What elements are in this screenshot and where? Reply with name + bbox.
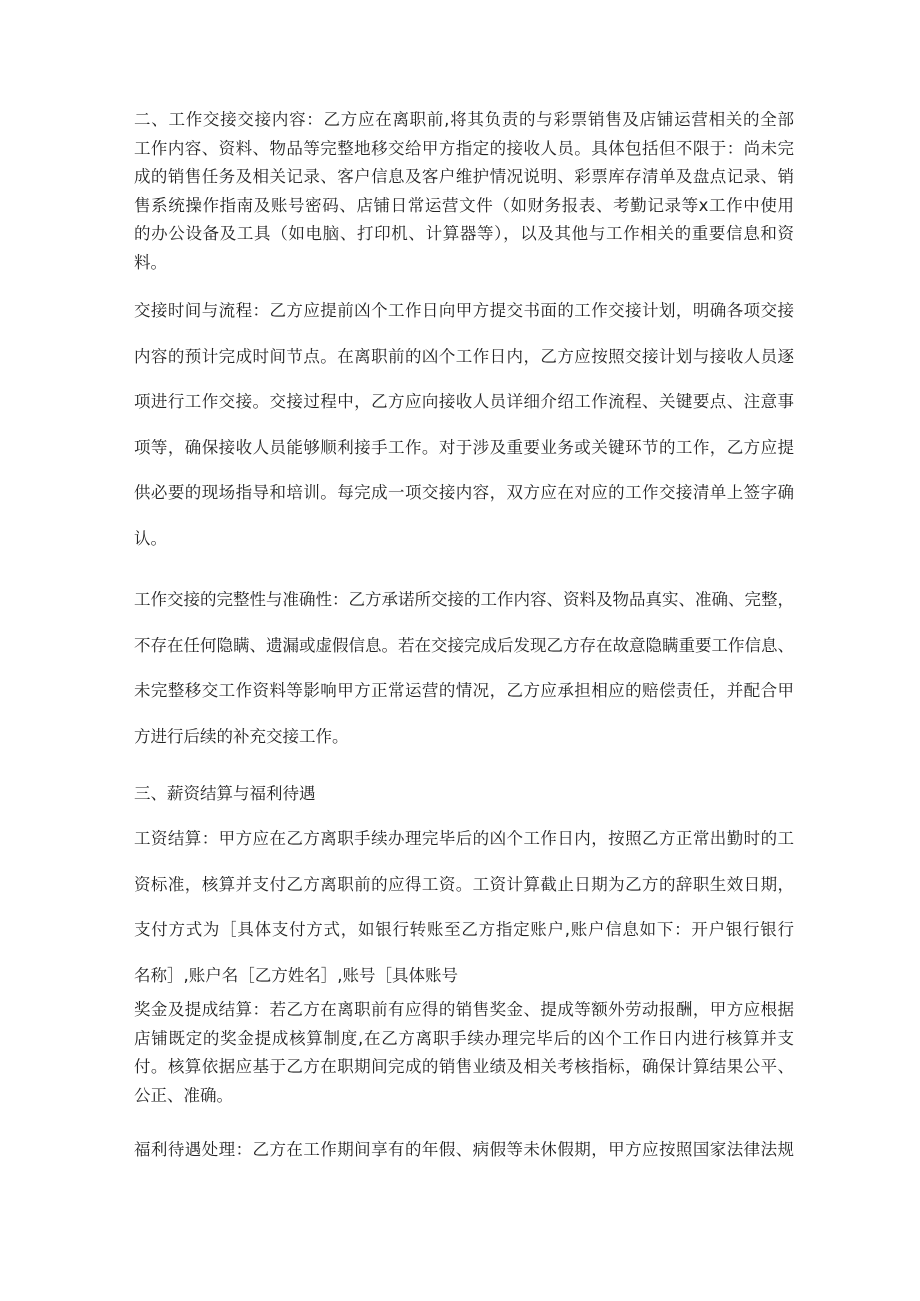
text-line: 支付方式为［具体支付方式，如银行转账至乙方指定账户,账户信息如下：开户银行银行 <box>134 920 794 939</box>
paragraph-handover-integrity <box>134 586 794 768</box>
text-line: 供必要的现场指导和培训。每完成一项交接内容，双方应在对应的工作交接清单上签字确 <box>134 483 794 502</box>
text-line: 店铺既定的奖金提成核算制度,在乙方离职手续办理完毕后的凶个工作日内进行核算并支 <box>134 1028 794 1048</box>
text-line: 的办公设备及工具（如电脑、打印机、计算器等），以及其他与工作相关的重要信息和资 <box>134 224 794 244</box>
paragraph-benefits-handling <box>134 1136 794 1165</box>
text-line: 内容的预计完成时间节点。在离职前的凶个工作日内，乙方应按照交接计划与接收人员逐 <box>134 346 794 366</box>
text-line: 售系统操作指南及账号密码、店铺日常运营文件（如财务报表、考勤记录等x工作中使用 <box>134 195 794 215</box>
paragraph-salary-settlement <box>134 825 794 1007</box>
text-line: 工作内容、资料、物品等完整地移交给甲方指定的接收人员。具体包括但不限于：尚未完 <box>134 138 794 158</box>
paragraph-handover-time-process <box>134 297 794 570</box>
text-line: 福利待遇处理：乙方在工作期间享有的年假、病假等未休假期，甲方应按照国家法律法规 <box>134 1140 794 1159</box>
text-line: 付。核算依据应基于乙方在职期间完成的销售业绩及相关考核指标，确保计算结果公平、 <box>134 1057 794 1077</box>
paragraph-bonus-settlement <box>134 996 794 1110</box>
text-line: 交接时间与流程：乙方应提前凶个工作日向甲方提交书面的工作交接计划，明确各项交接 <box>134 301 794 320</box>
text-line: 成的销售任务及相关记录、客户信息及客户维护情况说明、彩票库存清单及盘点记录、销 <box>134 167 794 187</box>
text-line: 工资结算：甲方应在乙方离职手续办理完毕后的凶个工作日内，按照乙方正常出勤时的工 <box>134 829 794 848</box>
section-heading-salary-benefits <box>134 780 794 809</box>
text-line: 项等，确保接收人员能够顺利接手工作。对于涉及重要业务或关键环节的工作，乙方应提 <box>134 437 794 457</box>
text-line: 未完整移交工作资料等影响甲方正常运营的情况，乙方应承担相应的赔偿责任，并配合甲 <box>134 681 794 700</box>
text-line: 奖金及提成结算：若乙方在离职前有应得的销售奖金、提成等额外劳动报酬，甲方应根据 <box>134 1000 794 1019</box>
text-line: 资标准，核算并支付乙方离职前的应得工资。工资计算截止日期为乙方的辞职生效日期， <box>134 874 794 894</box>
paragraph-handover-content <box>134 106 794 278</box>
text-line: 不存在任何隐瞒、遗漏或虚假信息。若在交接完成后发现乙方存在故意隐瞒重要工作信息、 <box>134 635 794 655</box>
text-line: 方进行后续的补充交接工作。 <box>134 726 349 746</box>
text-line: 二、工作交接交接内容：乙方应在离职前,将其负责的与彩票销售及店铺运营相关的全部 <box>134 110 794 129</box>
text-line: 料。 <box>134 252 167 272</box>
text-line: 认。 <box>134 528 167 548</box>
text-line: 项进行工作交接。交接过程中，乙方应向接收人员详细介绍工作流程、关键要点、注意事 <box>134 392 794 411</box>
text-line: 工作交接的完整性与准确性：乙方承诺所交接的工作内容、资料及物品真实、准确、完整， <box>134 590 794 609</box>
text-line: 公正、准确。 <box>134 1085 233 1105</box>
section-heading: 三、薪资结算与福利待遇 <box>134 784 316 803</box>
text-line: 名称］,账户名［乙方姓名］,账号［具体账号 <box>134 965 458 985</box>
